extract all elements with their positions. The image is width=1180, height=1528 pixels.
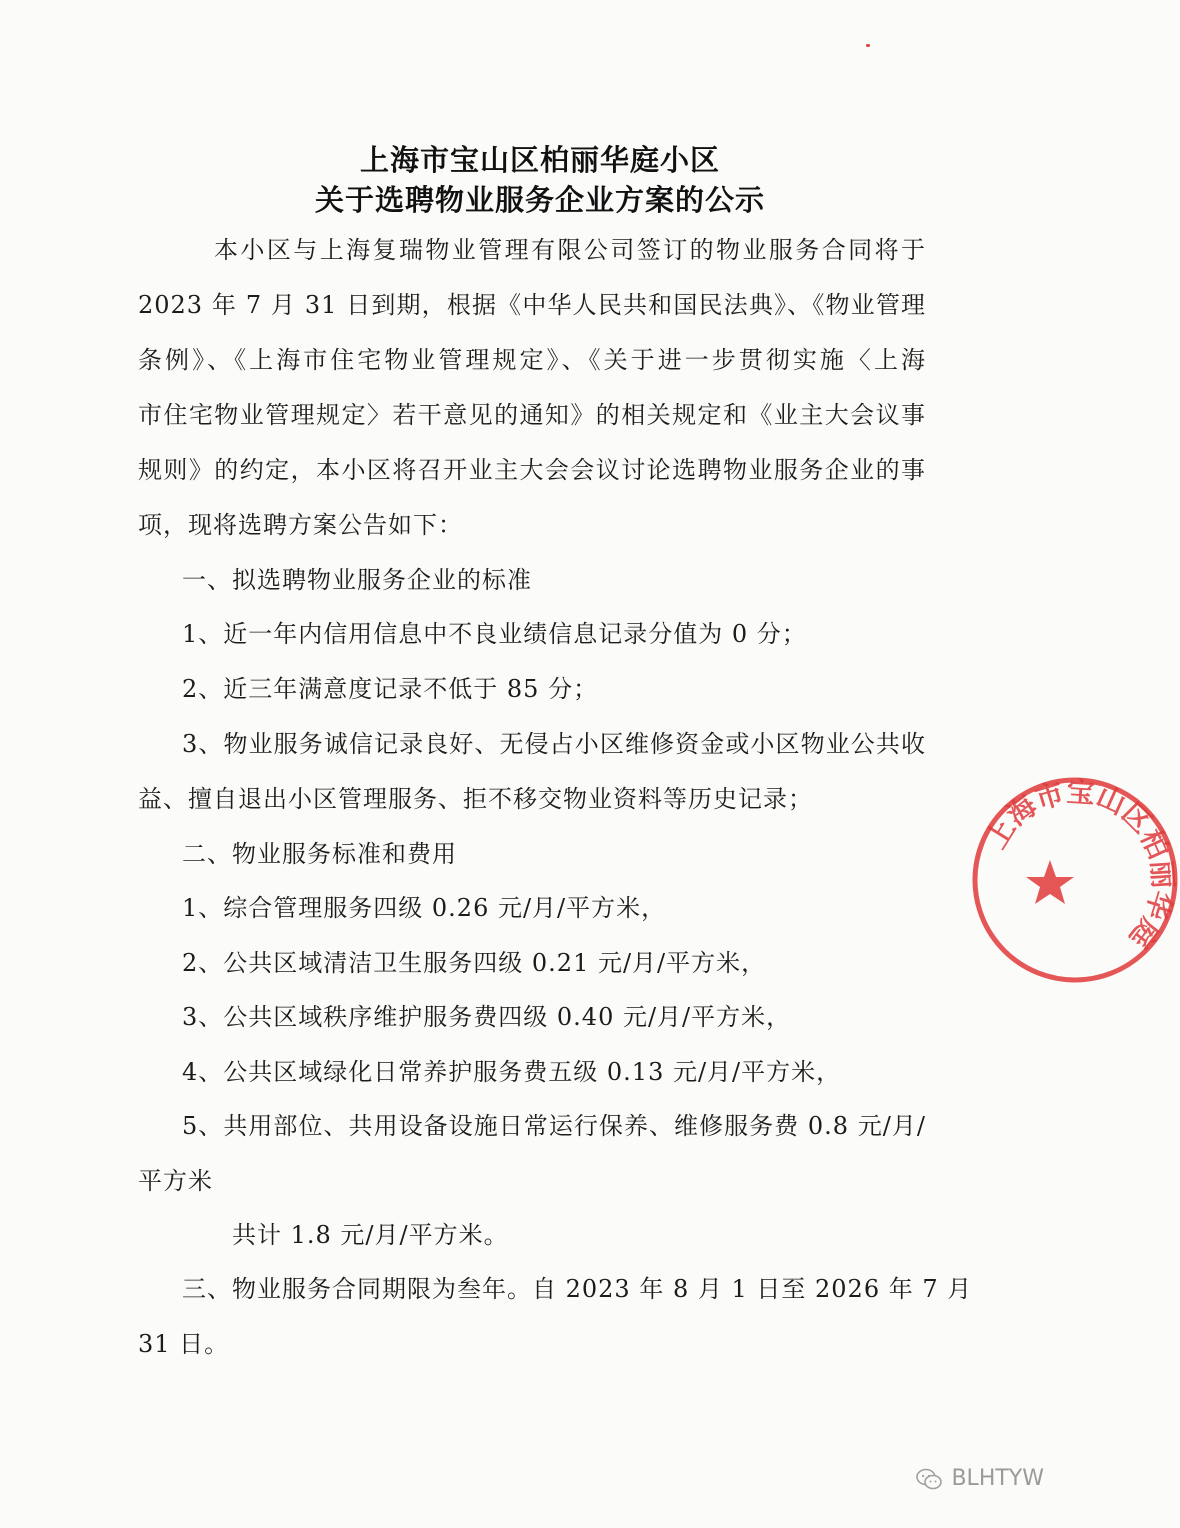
section-2-item-1: 1、综合管理服务四级 0.26 元/月/平方米， xyxy=(182,894,667,922)
paragraph-1-line-5: 规则》的约定，本小区将召开业主大会会议讨论选聘物业服务企业的事 xyxy=(138,456,926,484)
title-line-1: 上海市宝山区柏丽华庭小区 xyxy=(359,143,720,177)
section-2-heading: 二、物业服务标准和费用 xyxy=(182,840,457,868)
red-mark xyxy=(866,44,870,47)
paragraph-1-line-2: 2023 年 7 月 31 日到期，根据《中华人民共和国民法典》、《物业管理 xyxy=(138,291,926,319)
section-1-heading: 一、拟选聘物业服务企业的标准 xyxy=(182,566,532,594)
paragraph-1-line-6: 项，现将选聘方案公告如下： xyxy=(138,511,463,539)
official-seal xyxy=(970,775,1180,985)
section-1-item-3-line-1: 3、物业服务诚信记录良好、无侵占小区维修资金或小区物业公共收 xyxy=(182,730,926,758)
section-2-item-2: 2、公共区域清洁卫生服务四级 0.21 元/月/平方米， xyxy=(182,949,767,977)
seal-text: 上海市宝山区柏丽华庭 xyxy=(979,775,1180,955)
section-1-item-2: 2、近三年满意度记录不低于 85 分； xyxy=(182,675,599,703)
section-2-item-5-line-2: 平方米 xyxy=(138,1167,213,1195)
section-2-item-3: 3、公共区域秩序维护服务费四级 0.40 元/月/平方米， xyxy=(182,1003,792,1031)
seal-star-icon xyxy=(1026,860,1074,904)
section-1-item-3-line-2: 益、擅自退出小区管理服务、拒不移交物业资料等历史记录； xyxy=(138,785,813,813)
paragraph-1-line-1: 本小区与上海复瑞物业管理有限公司签订的物业服务合同将于 xyxy=(214,236,926,264)
section-3-line-1: 三、物业服务合同期限为叁年。自 2023 年 8 月 1 日至 2026 年 7 月 xyxy=(182,1275,973,1303)
section-2-item-4: 4、公共区域绿化日常养护服务费五级 0.13 元/月/平方米， xyxy=(182,1058,842,1086)
total-fee: 共计 1.8 元/月/平方米。 xyxy=(232,1221,509,1249)
watermark-text: BLHTYW xyxy=(951,1466,1044,1491)
section-1-item-1: 1、近一年内信用信息中不良业绩信息记录分值为 0 分； xyxy=(182,620,807,648)
wechat-icon xyxy=(915,1467,943,1491)
paragraph-1-line-3: 条例》、《上海市住宅物业管理规定》、《关于进一步贯彻实施〈上海 xyxy=(138,346,926,374)
paragraph-1-line-4: 市住宅物业管理规定〉若干意见的通知》的相关规定和《业主大会议事 xyxy=(138,401,926,429)
title-line-2: 关于选聘物业服务企业方案的公示 xyxy=(314,183,765,217)
section-3-line-2: 31 日。 xyxy=(138,1330,230,1358)
section-2-item-5-line-1: 5、共用部位、共用设备设施日常运行保养、维修服务费 0.8 元/月/ xyxy=(182,1112,926,1140)
watermark xyxy=(915,1466,1044,1491)
